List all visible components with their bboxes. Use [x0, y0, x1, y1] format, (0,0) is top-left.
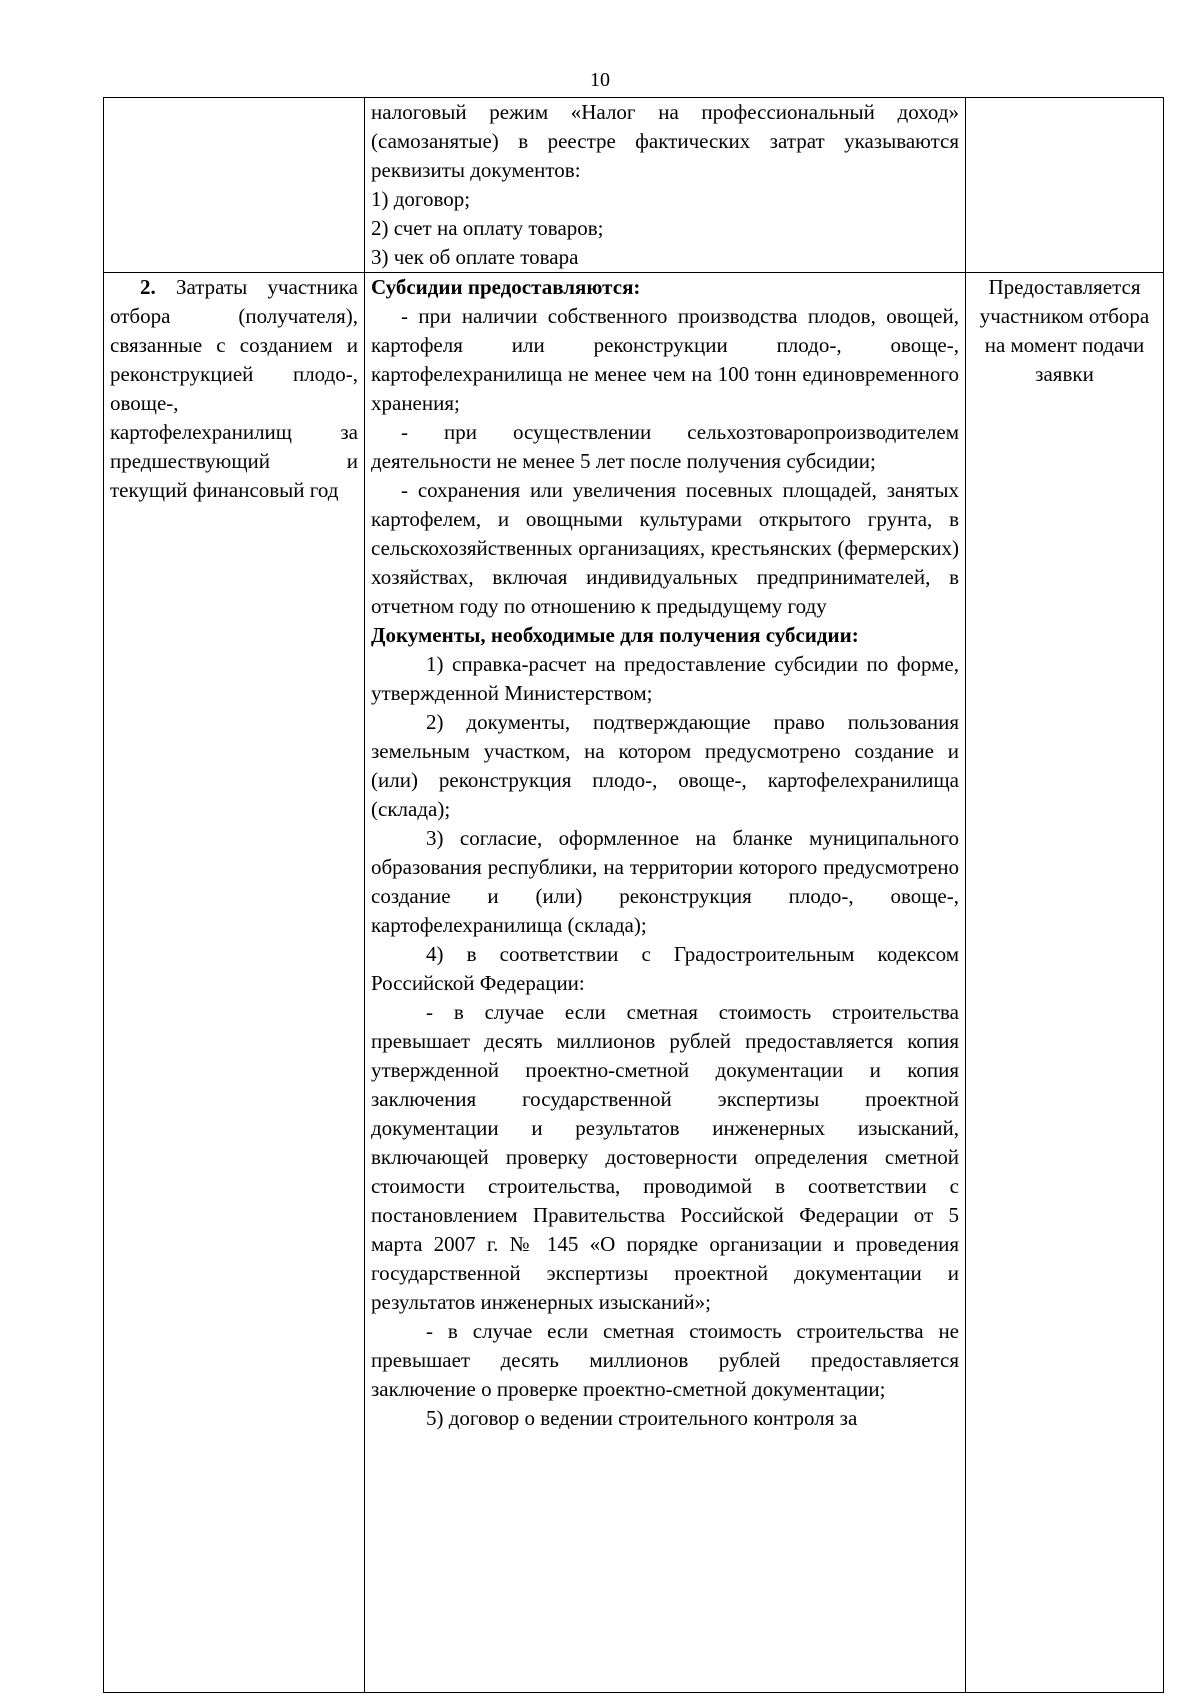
- requirements-table: [103, 97, 1164, 1693]
- list-item: 3) чек об оплате товара: [371, 245, 579, 269]
- condition-item: - сохранения или увеличения посевных площадей, занятых картофелем, и овощными культурами открытого грунта, в сельскохозяйственных организациях, крестьянских (фермерских) хозяйствах, включая индивидуальных предпринимателей, в отчетном году по отношению к предыдущему году: [371, 478, 959, 618]
- document-subitem: - в случае если сметная стоимость строительства превышает десять миллионов рублей предоставляется копия утвержденной проектно-сметной документации и копия заключения государственной экспертизы проектной документации и результатов инженерных изысканий, включающей проверку достоверности определения сметной стоимости строительства, проводимой в соответствии с постановлением Правительства Российской Федерации от 5 марта 2007 г. № 145 «О порядке организации и проведения государственной экспертизы проектной документации и результатов инженерных изысканий»;: [371, 1000, 959, 1314]
- section-heading: Документы, необходимые для получения субсидии:: [371, 623, 859, 647]
- submission-note: Предоставляется участником отбора на момент подачи заявки: [979, 275, 1150, 386]
- table-row: [104, 273, 1164, 1693]
- document-item: 2) документы, подтверждающие право пользования земельным участком, на котором предусмотрено создание и (или) реконструкция плодо-, овоще-, картофелехранилища (склада);: [371, 710, 959, 821]
- condition-item: - при наличии собственного производства плодов, овощей, картофеля или реконструкции плодо-, овоще-, картофелехранилища не менее чем на 100 тонн единовременного хранения;: [371, 304, 959, 415]
- section-heading: Субсидии предоставляются:: [371, 275, 641, 299]
- table-cell-conditions: [365, 98, 966, 273]
- expense-text: Затраты участника отбора (получателя), связанные с созданием и реконструкцией плодо-, овоще-, картофелехранилищ за предшествующий и текущий финансовый год: [110, 275, 359, 502]
- table-cell-expense-type: [104, 98, 365, 273]
- condition-item: - при осуществлении сельхозтоваропроизводителем деятельности не менее 5 лет после получения субсидии;: [371, 420, 959, 473]
- page-number: 10: [590, 69, 610, 91]
- list-item: 2) счет на оплату товаров;: [371, 216, 604, 240]
- document-item: 1) справка-расчет на предоставление субсидии по форме, утвержденной Министерством;: [371, 652, 959, 705]
- document-item: 5) договор о ведении строительного контроля за: [426, 1406, 858, 1430]
- row-number: 2.: [140, 275, 156, 299]
- document-item: 4) в соответствии с Градостроительным кодексом Российской Федерации:: [371, 942, 959, 995]
- table-cell-submission: [966, 273, 1164, 1693]
- list-item: 1) договор;: [371, 187, 471, 211]
- document-item: 3) согласие, оформленное на бланке муниципального образования республики, на территории которого предусмотрено создание и (или) реконструкция плодо-, овоще-, картофелехранилища (склада);: [371, 826, 959, 937]
- table-cell-conditions: [365, 273, 966, 1693]
- table-cell-submission: [966, 98, 1164, 273]
- continued-text: налоговый режим «Налог на профессиональный доход» (самозанятые) в реестре фактических затрат указываются реквизиты документов:: [371, 100, 959, 182]
- expense-description: [110, 273, 358, 505]
- table-cell-expense-type: [104, 273, 365, 1693]
- table-row: [104, 98, 1164, 273]
- document-subitem: - в случае если сметная стоимость строительства не превышает десять миллионов рублей предоставляется заключение о проверке проектно-сметной документации;: [371, 1319, 959, 1401]
